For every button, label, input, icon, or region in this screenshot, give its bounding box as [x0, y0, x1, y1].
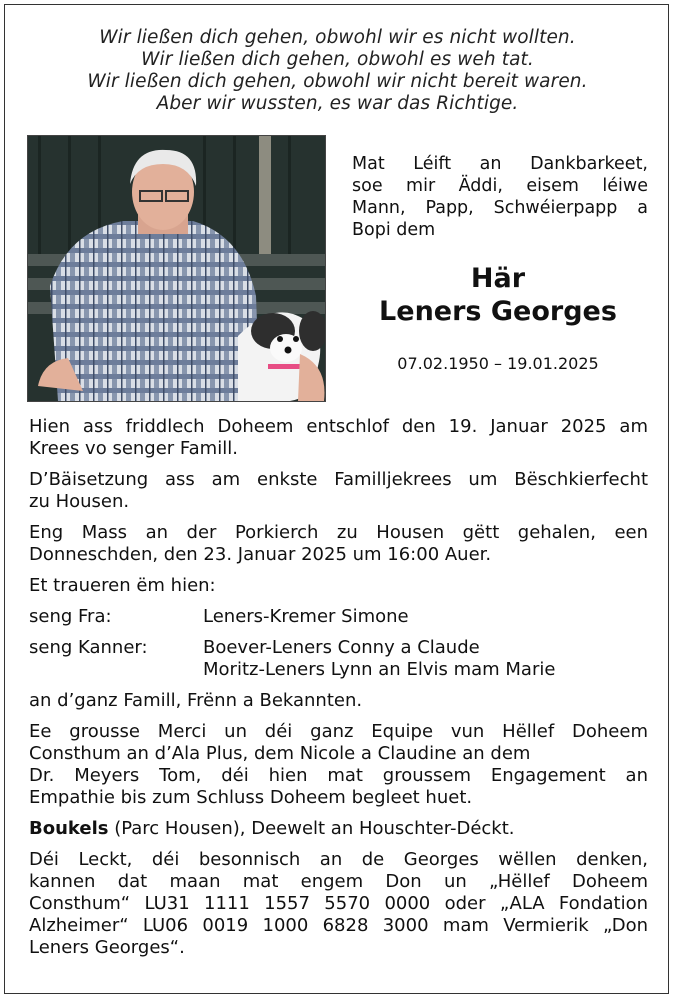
- location-rest: (Parc Housen), Deewelt an Houschter-Déckt.: [108, 818, 515, 839]
- mourners-intro: Et traueren ëm hien:: [29, 575, 216, 596]
- poem: [0, 27, 675, 115]
- deceased-name: [340, 262, 656, 328]
- wife-row: [29, 606, 648, 628]
- intro-line: soe mir Äddi, eisem léiwe: [352, 176, 648, 196]
- paragraph-line: Ee grousse Merci un déi ganz Equipe vun Hëllef Doheem: [29, 721, 648, 742]
- children-row: [29, 637, 648, 681]
- portrait-photo: [27, 135, 326, 402]
- child-name: Boever-Leners Conny a Claude: [203, 637, 480, 658]
- paragraph-line: Dr. Meyers Tom, déi hien mat groussem Engagement an: [29, 765, 648, 786]
- paragraph-line: Déi Leckt, déi besonnisch an de Georges wëllen denken,: [29, 849, 648, 870]
- paragraph-line: Krees vo senger Famill.: [29, 438, 238, 459]
- paragraph-line: kannen dat maan mat engem Don un „Hëllef Doheem: [29, 871, 648, 892]
- poem-line: Aber wir wussten, es war das Richtige.: [156, 93, 519, 114]
- paragraph-line: Eng Mass an der Porkierch zu Housen gëtt gehalen, een: [29, 522, 648, 543]
- paragraph-line: Consthum an d’Ala Plus, dem Nicole a Claudine an dem: [29, 743, 531, 764]
- paragraph-line: zu Housen.: [29, 491, 130, 512]
- poem-line: Wir ließen dich gehen, obwohl es weh tat.: [141, 49, 534, 70]
- family-line: an d’ganz Famill, Frënn a Bekannten.: [29, 690, 363, 711]
- paragraph-line: Consthum“ LU31 1111 1557 5570 0000 oder „ALA Fondation: [29, 893, 648, 914]
- intro-line: Mann, Papp, Schwéierpapp a: [352, 198, 648, 218]
- intro-line: Bopi dem: [352, 220, 436, 240]
- intro-line: Mat Léift an Dankbarkeet,: [352, 154, 648, 174]
- poem-line: Wir ließen dich gehen, obwohl wir nicht bereit waren.: [87, 71, 588, 92]
- wife-label: seng Fra:: [29, 606, 112, 627]
- child-name: Moritz-Leners Lynn an Elvis mam Marie: [203, 659, 556, 680]
- location-line: [29, 818, 648, 840]
- life-dates: 07.02.1950 – 19.01.2025: [397, 354, 599, 373]
- intro-text: [352, 153, 648, 241]
- full-name: Leners Georges: [379, 296, 617, 327]
- paragraph-line: Empathie bis zum Schluss Doheem begleet huet.: [29, 787, 473, 808]
- paragraph-line: Hien ass friddlech Doheem entschlof den 19. Januar 2025 am: [29, 416, 648, 437]
- paragraph-line: Alzheimer“ LU06 0019 1000 6828 3000 mam Vermierik „Don: [29, 915, 648, 936]
- wife-name: Leners-Kremer Simone: [203, 606, 409, 627]
- location-bold: Boukels: [29, 818, 109, 839]
- children-label: seng Kanner:: [29, 637, 148, 658]
- paragraph-line: Donneschden, den 23. Januar 2025 um 16:00 Auer.: [29, 544, 492, 565]
- paragraph-line: D’Bäisetzung ass am enkste Familljekrees um Bëschkierfecht: [29, 469, 648, 490]
- poem-line: Wir ließen dich gehen, obwohl wir es nicht wollten.: [99, 27, 576, 48]
- portrait-illustration: [28, 136, 325, 401]
- notice-body: [29, 416, 648, 959]
- honorific: Här: [470, 263, 526, 294]
- paragraph-line: Leners Georges“.: [29, 937, 185, 958]
